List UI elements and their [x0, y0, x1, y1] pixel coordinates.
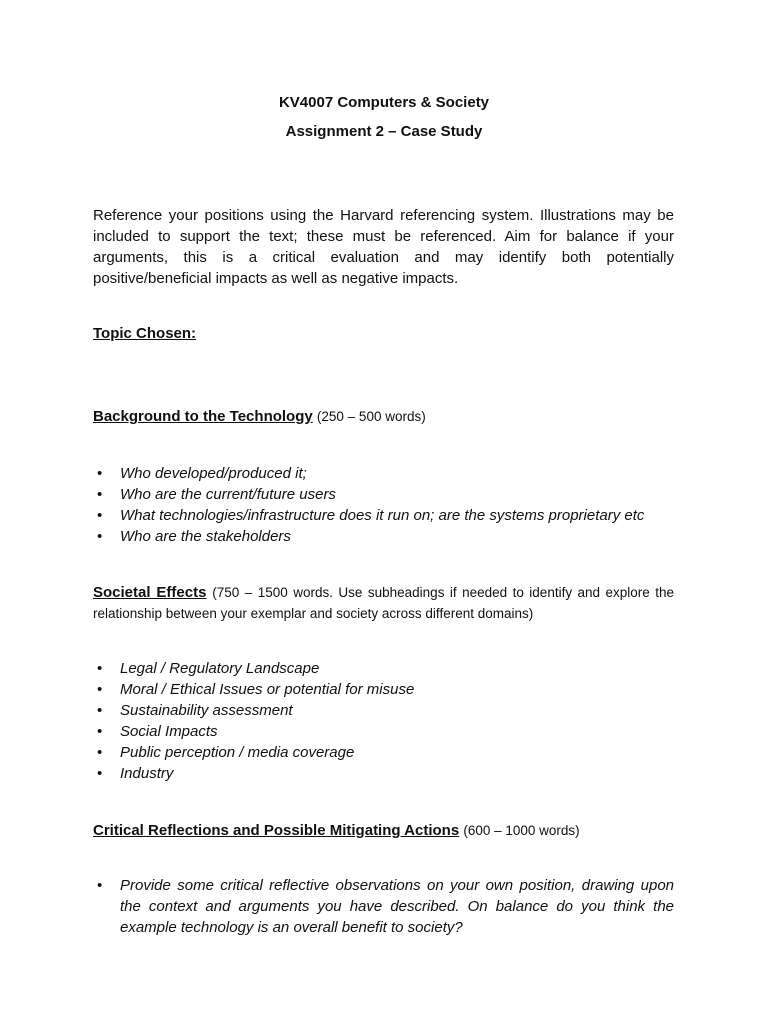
document-subtitle: Assignment 2 – Case Study [285, 123, 483, 140]
list-item: • What technologies/infrastructure does it run on; are the systems proprietary etc [97, 507, 645, 524]
topic-heading-label: Topic Chosen: [93, 325, 197, 342]
background-list [93, 463, 674, 547]
list-item: • Provide some critical reflective observations on your own position, drawing upon the context and arguments you have described. On balance do you think the example technology is an overall benefit to society? [97, 877, 674, 936]
bullet-icon: • [97, 765, 103, 782]
background-heading [93, 406, 674, 427]
bullet-icon: • [97, 681, 103, 698]
bullet-icon: • [97, 507, 103, 524]
background-heading-label: Background to the Technology [93, 408, 313, 425]
societal-heading-label: Societal Effects [93, 584, 207, 601]
list-item: • Who developed/produced it; [97, 465, 307, 482]
bullet-icon: • [97, 723, 103, 740]
critical-word-count: (600 – 1000 words) [463, 823, 580, 838]
list-item: • Public perception / media coverage [97, 744, 355, 761]
list-item: • Industry [97, 765, 174, 782]
critical-heading-label: Critical Reflections and Possible Mitigating Actions [93, 822, 460, 839]
list-item: • Moral / Ethical Issues or potential for misuse [97, 681, 415, 698]
bullet-icon: • [97, 877, 103, 894]
bullet-icon: • [97, 486, 103, 503]
critical-list [93, 875, 674, 938]
list-item: • Legal / Regulatory Landscape [97, 660, 320, 677]
societal-heading [93, 582, 674, 624]
list-item: • Social Impacts [97, 723, 218, 740]
bullet-icon: • [97, 528, 103, 545]
list-item: • Who are the stakeholders [97, 528, 291, 545]
bullet-icon: • [97, 465, 103, 482]
societal-word-count: (750 – 1500 words. Use subheadings if needed to identify and explore the relationship between your exemplar and society across different domains) [93, 585, 674, 621]
list-item: • Sustainability assessment [97, 702, 293, 719]
list-item: • Who are the current/future users [97, 486, 336, 503]
document-title: KV4007 Computers & Society [278, 94, 490, 111]
bullet-icon: • [97, 702, 103, 719]
critical-heading [93, 820, 674, 841]
topic-heading [93, 323, 674, 344]
societal-list [93, 658, 674, 784]
bullet-icon: • [97, 660, 103, 677]
intro-paragraph: Reference your positions using the Harvard referencing system. Illustrations may be included to support the text; these must be referenced. Aim for balance if your arguments, this is a critical evaluation and may identify both potentially positive/beneficial impacts as well as negative impacts. [93, 207, 674, 287]
bullet-icon: • [97, 744, 103, 761]
background-word-count: (250 – 500 words) [316, 409, 426, 424]
